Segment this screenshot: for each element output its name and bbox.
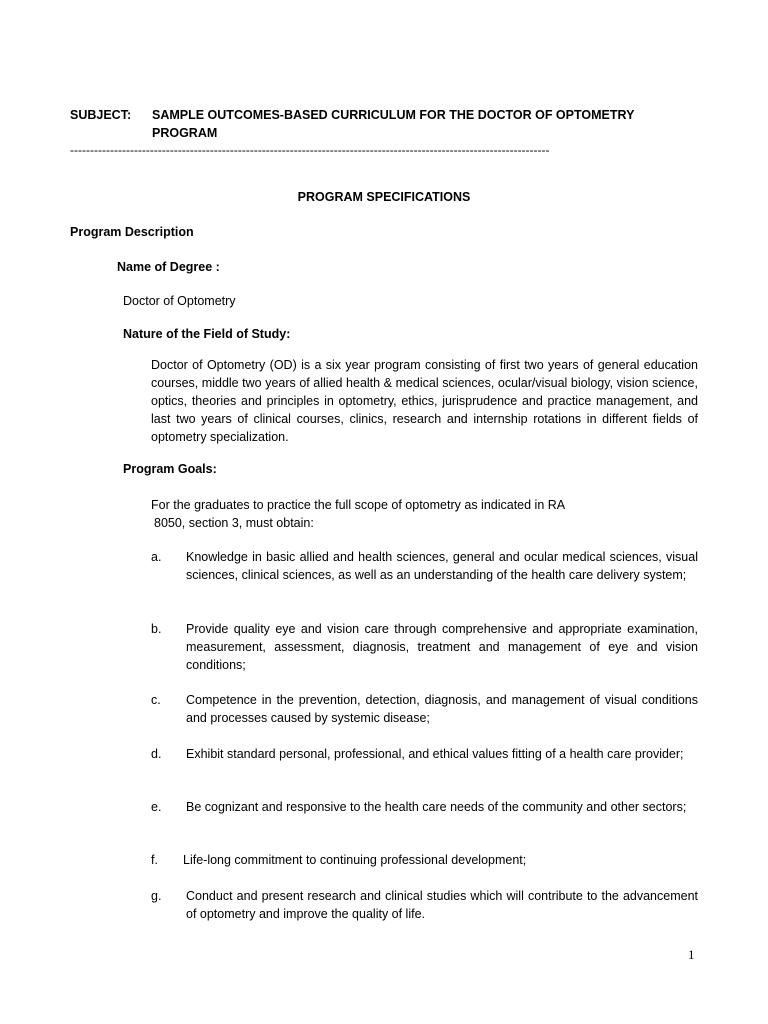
goal-text: Provide quality eye and vision care through comprehensive and appropriate examination, measurement, assessment, diagnosis, treatment and management of eye and vision conditions; <box>186 622 698 672</box>
page-number: 1 <box>688 947 695 962</box>
goal-letter: e. <box>151 800 162 814</box>
goal-letter: c. <box>151 693 161 707</box>
goal-letter: d. <box>151 747 162 761</box>
goal-item-g <box>151 887 698 923</box>
goal-item-d <box>151 745 698 763</box>
section-title: PROGRAM SPECIFICATIONS <box>297 190 471 204</box>
goals-intro-line-1: For the graduates to practice the full scope of optometry as indicated in RA <box>151 498 566 512</box>
goal-item-c <box>151 691 698 727</box>
goal-text: Exhibit standard personal, professional, and ethical values fitting of a health care provider; <box>186 747 684 761</box>
goal-letter: a. <box>151 550 162 564</box>
goal-text: Knowledge in basic allied and health sciences, general and ocular medical sciences, visual sciences, clinical sciences, as well as an understanding of the health care delivery system; <box>186 550 698 582</box>
goal-item-e <box>151 798 698 816</box>
goal-item-a <box>151 548 698 584</box>
goals-intro <box>151 496 651 532</box>
header-divider: ------------------------------------------------------------------------------------------------------------------------ <box>70 143 550 157</box>
goal-item-f <box>151 851 698 869</box>
nature-paragraph: Doctor of Optometry (OD) is a six year program consisting of first two years of general education courses, middle two years of allied health & medical sciences, ocular/visual biology, vision science, optics, theories and principles in optometry, ethics, jurisprudence and practice management, and last two years of clinical courses, clinics, research and internship rotations in different fields of optometry specialization. <box>151 358 698 444</box>
goal-text: Competence in the prevention, detection, diagnosis, and management of visual conditions and processes caused by systemic disease; <box>186 693 698 725</box>
degree-value: Doctor of Optometry <box>123 294 236 308</box>
subject-label: SUBJECT: <box>70 108 132 122</box>
nature-label: Nature of the Field of Study: <box>123 327 291 341</box>
goal-letter: b. <box>151 622 162 636</box>
degree-label: Name of Degree : <box>117 260 220 274</box>
goals-label: Program Goals: <box>123 462 217 476</box>
goal-text: Conduct and present research and clinical studies which will contribute to the advancement of optometry and improve the quality of life. <box>186 889 698 921</box>
goal-text: Be cognizant and responsive to the health care needs of the community and other sectors; <box>186 800 687 814</box>
goal-letter: f. <box>151 853 158 867</box>
goal-item-b <box>151 620 698 674</box>
goals-intro-line-2: 8050, section 3, must obtain: <box>154 516 314 530</box>
goal-text: Life-long commitment to continuing professional development; <box>183 853 527 867</box>
program-description-heading: Program Description <box>70 225 194 239</box>
goal-letter: g. <box>151 889 162 903</box>
subject-text: SAMPLE OUTCOMES-BASED CURRICULUM FOR THE DOCTOR OF OPTOMETRY PROGRAM <box>152 108 635 140</box>
